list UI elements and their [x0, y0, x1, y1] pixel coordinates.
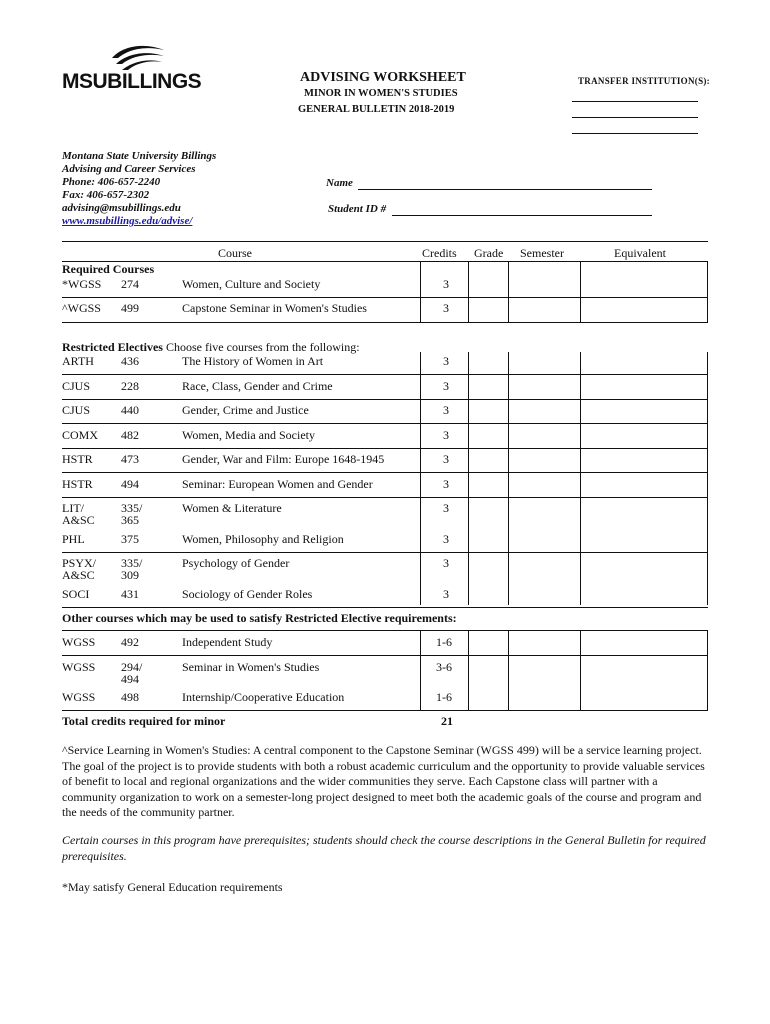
restricted-grade-input[interactable] [468, 552, 508, 582]
transfer-institutions-label: TRANSFER INSTITUTION(S): [578, 76, 710, 86]
course-credits: 3 [443, 277, 449, 291]
course-title: Seminar: European Women and Gender [182, 477, 373, 491]
restricted-eq-input[interactable] [580, 497, 708, 527]
bulletin-label: GENERAL BULLETIN 2018-2019 [298, 104, 455, 115]
restricted-grade-input[interactable] [468, 583, 508, 607]
course-credits: 3 [443, 532, 449, 546]
course-title: Gender, Crime and Justice [182, 403, 309, 417]
msu-billings-logo [62, 44, 212, 96]
msu-swoosh-logo-icon [110, 44, 166, 72]
course-dept: SOCI [62, 587, 90, 601]
course-dept: LIT/ [62, 501, 84, 515]
header-top-rule [62, 241, 708, 242]
course-number: 482 [121, 428, 139, 442]
course-title: Women, Philosophy and Religion [182, 532, 344, 546]
course-credits: 3 [443, 477, 449, 491]
course-number: 335/ [121, 501, 143, 515]
course-dept: WGSS [62, 635, 96, 649]
col-equivalent: Equivalent [614, 246, 666, 260]
required-grade-input[interactable] [468, 273, 508, 297]
required-heading: Required Courses [62, 262, 155, 276]
student-id-label: Student ID # [328, 203, 387, 215]
gen-ed-note: *May satisfy General Education requirements [62, 880, 283, 894]
course-dept: ^WGSS [62, 301, 101, 315]
course-title: Internship/Cooperative Education [182, 690, 345, 704]
col-semester: Semester [520, 246, 564, 260]
required-row-rule [62, 322, 708, 323]
course-number-alt: 365 [121, 513, 139, 527]
course-credits: 3 [443, 556, 449, 570]
course-number-alt: 309 [121, 568, 139, 582]
course-title: Gender, War and Film: Europe 1648-1945 [182, 452, 385, 466]
course-number-alt: 494 [121, 672, 139, 686]
transfer-institution-line-2[interactable] [572, 117, 698, 118]
course-number: 436 [121, 354, 139, 368]
restricted-sem-input[interactable] [508, 350, 580, 374]
course-number: 499 [121, 301, 139, 315]
restricted-grade-input[interactable] [468, 375, 508, 399]
logo-wordmark: MSUBILLINGS [62, 70, 202, 93]
restricted-sem-input[interactable] [508, 375, 580, 399]
restricted-eq-input[interactable] [580, 375, 708, 399]
prerequisites-note: Certain courses in this program have prerequisites; students should check the course descriptions in the General Bulletin for required prerequisites. [62, 833, 706, 863]
dept-name: Advising and Career Services [62, 163, 196, 175]
course-dept: CJUS [62, 403, 91, 417]
restricted-grade-input[interactable] [468, 424, 508, 448]
course-dept: COMX [62, 428, 99, 442]
course-credits: 3 [443, 379, 449, 393]
course-credits: 3-6 [436, 660, 452, 674]
course-dept: HSTR [62, 477, 93, 491]
course-dept: WGSS [62, 690, 96, 704]
course-credits: 3 [443, 428, 449, 442]
restricted-grade-input[interactable] [468, 528, 508, 552]
org-name: Montana State University Billings [62, 150, 217, 162]
total-value: 21 [441, 714, 453, 728]
page-title: ADVISING WORKSHEET [300, 70, 466, 85]
restricted-eq-input[interactable] [580, 583, 708, 607]
other-grade-input[interactable] [468, 656, 508, 686]
restricted-grade-input[interactable] [468, 350, 508, 374]
course-credits: 3 [443, 403, 449, 417]
fax-number: Fax: 406-657-2302 [62, 189, 150, 201]
other-grade-input[interactable] [468, 686, 508, 710]
course-number: 473 [121, 452, 139, 466]
course-number: 431 [121, 587, 139, 601]
required-grade-input[interactable] [468, 297, 508, 321]
transfer-institution-line-3[interactable] [572, 133, 698, 134]
phone-number: Phone: 406-657-2240 [62, 176, 161, 188]
restricted-heading-line [62, 341, 360, 354]
other-eq-input[interactable] [580, 631, 708, 655]
restricted-sem-input[interactable] [508, 424, 580, 448]
other-sem-input[interactable] [508, 631, 580, 655]
course-number: 492 [121, 635, 139, 649]
col-grade: Grade [474, 246, 504, 260]
course-credits: 3 [443, 452, 449, 466]
course-number: 335/ [121, 556, 143, 570]
course-dept: WGSS [62, 660, 96, 674]
course-title: Women, Culture and Society [182, 277, 321, 291]
required-sem-input[interactable] [508, 297, 580, 321]
course-credits: 1-6 [436, 635, 452, 649]
course-dept: HSTR [62, 452, 93, 466]
restricted-grade-input[interactable] [468, 399, 508, 423]
other-eq-input[interactable] [580, 686, 708, 710]
other-eq-input[interactable] [580, 656, 708, 686]
name-field[interactable] [358, 189, 652, 190]
course-dept: CJUS [62, 379, 91, 393]
restricted-eq-input[interactable] [580, 528, 708, 552]
restricted-eq-input[interactable] [580, 399, 708, 423]
page-subtitle: MINOR IN WOMEN'S STUDIES [304, 88, 458, 99]
course-dept: PHL [62, 532, 85, 546]
restricted-sem-input[interactable] [508, 473, 580, 497]
service-learning-note: ^Service Learning in Women's Studies: A central component to the Capstone Seminar (WGSS 499) will be a service learning project. The goal of the project is to provide students with both a robust academic curriculum and the opportunity to provide valuable services of benefit to local and regional organizations and the wider communities they serve. Each Capstone class will partner with a community organization to work on a semester-long project designed to meet both the academic goals of the course and program and the needs of the community partner. [62, 743, 705, 819]
restricted-sem-input[interactable] [508, 583, 580, 607]
course-title: Capstone Seminar in Women's Studies [182, 301, 367, 315]
course-credits: 3 [443, 501, 449, 515]
restricted-sem-input[interactable] [508, 448, 580, 472]
course-credits: 3 [443, 354, 449, 368]
course-number: 498 [121, 690, 139, 704]
course-dept-alt: A&SC [62, 513, 95, 527]
restricted-sem-input[interactable] [508, 528, 580, 552]
course-number: 440 [121, 403, 139, 417]
student-id-field[interactable] [392, 215, 652, 216]
col-credits: Credits [422, 246, 457, 260]
course-title: Women, Media and Society [182, 428, 316, 442]
restricted-row-rule [62, 607, 708, 608]
restricted-grade-input[interactable] [468, 497, 508, 527]
transfer-institution-line-1[interactable] [572, 101, 698, 102]
course-dept: *WGSS [62, 277, 102, 291]
course-number: 228 [121, 379, 139, 393]
course-title: Women & Literature [182, 501, 282, 515]
required-eq-input[interactable] [580, 273, 708, 297]
course-dept: ARTH [62, 354, 94, 368]
course-number: 375 [121, 532, 139, 546]
course-title: Sociology of Gender Roles [182, 587, 313, 601]
course-title: The History of Women in Art [182, 354, 324, 368]
course-title: Seminar in Women's Studies [182, 660, 320, 674]
restricted-eq-input[interactable] [580, 552, 708, 582]
other-sem-input[interactable] [508, 686, 580, 710]
total-label: Total credits required for minor [62, 714, 226, 728]
other-sem-input[interactable] [508, 656, 580, 686]
restricted-eq-input[interactable] [580, 424, 708, 448]
other-row-rule [62, 710, 708, 711]
course-credits: 3 [443, 587, 449, 601]
contact-block [62, 150, 216, 228]
course-number: 274 [121, 277, 139, 291]
restricted-eq-input[interactable] [580, 448, 708, 472]
course-credits: 1-6 [436, 690, 452, 704]
restricted-sem-input[interactable] [508, 399, 580, 423]
course-number: 494 [121, 477, 139, 491]
other-heading: Other courses which may be used to satisfy Restricted Elective requirements: [62, 611, 457, 625]
course-credits: 3 [443, 301, 449, 315]
course-title: Psychology of Gender [182, 556, 290, 570]
restricted-grade-input[interactable] [468, 473, 508, 497]
restricted-sem-input[interactable] [508, 497, 580, 527]
course-dept: PSYX/ [62, 556, 97, 570]
email-address: advising@msubillings.edu [62, 202, 181, 214]
course-title: Independent Study [182, 635, 273, 649]
restricted-eq-input[interactable] [580, 350, 708, 374]
restricted-instruction: Choose five courses from the following: [165, 340, 360, 354]
required-eq-input[interactable] [580, 297, 708, 321]
restricted-sem-input[interactable] [508, 552, 580, 582]
course-title: Race, Class, Gender and Crime [182, 379, 333, 393]
other-grade-input[interactable] [468, 631, 508, 655]
restricted-grade-input[interactable] [468, 448, 508, 472]
restricted-eq-input[interactable] [580, 473, 708, 497]
col-course: Course [218, 246, 252, 260]
course-number: 294/ [121, 660, 143, 674]
name-label: Name [326, 177, 353, 189]
course-dept-alt: A&SC [62, 568, 95, 582]
required-sem-input[interactable] [508, 273, 580, 297]
restricted-heading: Restricted Electives [62, 340, 163, 354]
advising-link[interactable]: www.msubillings.edu/advise/ [62, 215, 193, 227]
